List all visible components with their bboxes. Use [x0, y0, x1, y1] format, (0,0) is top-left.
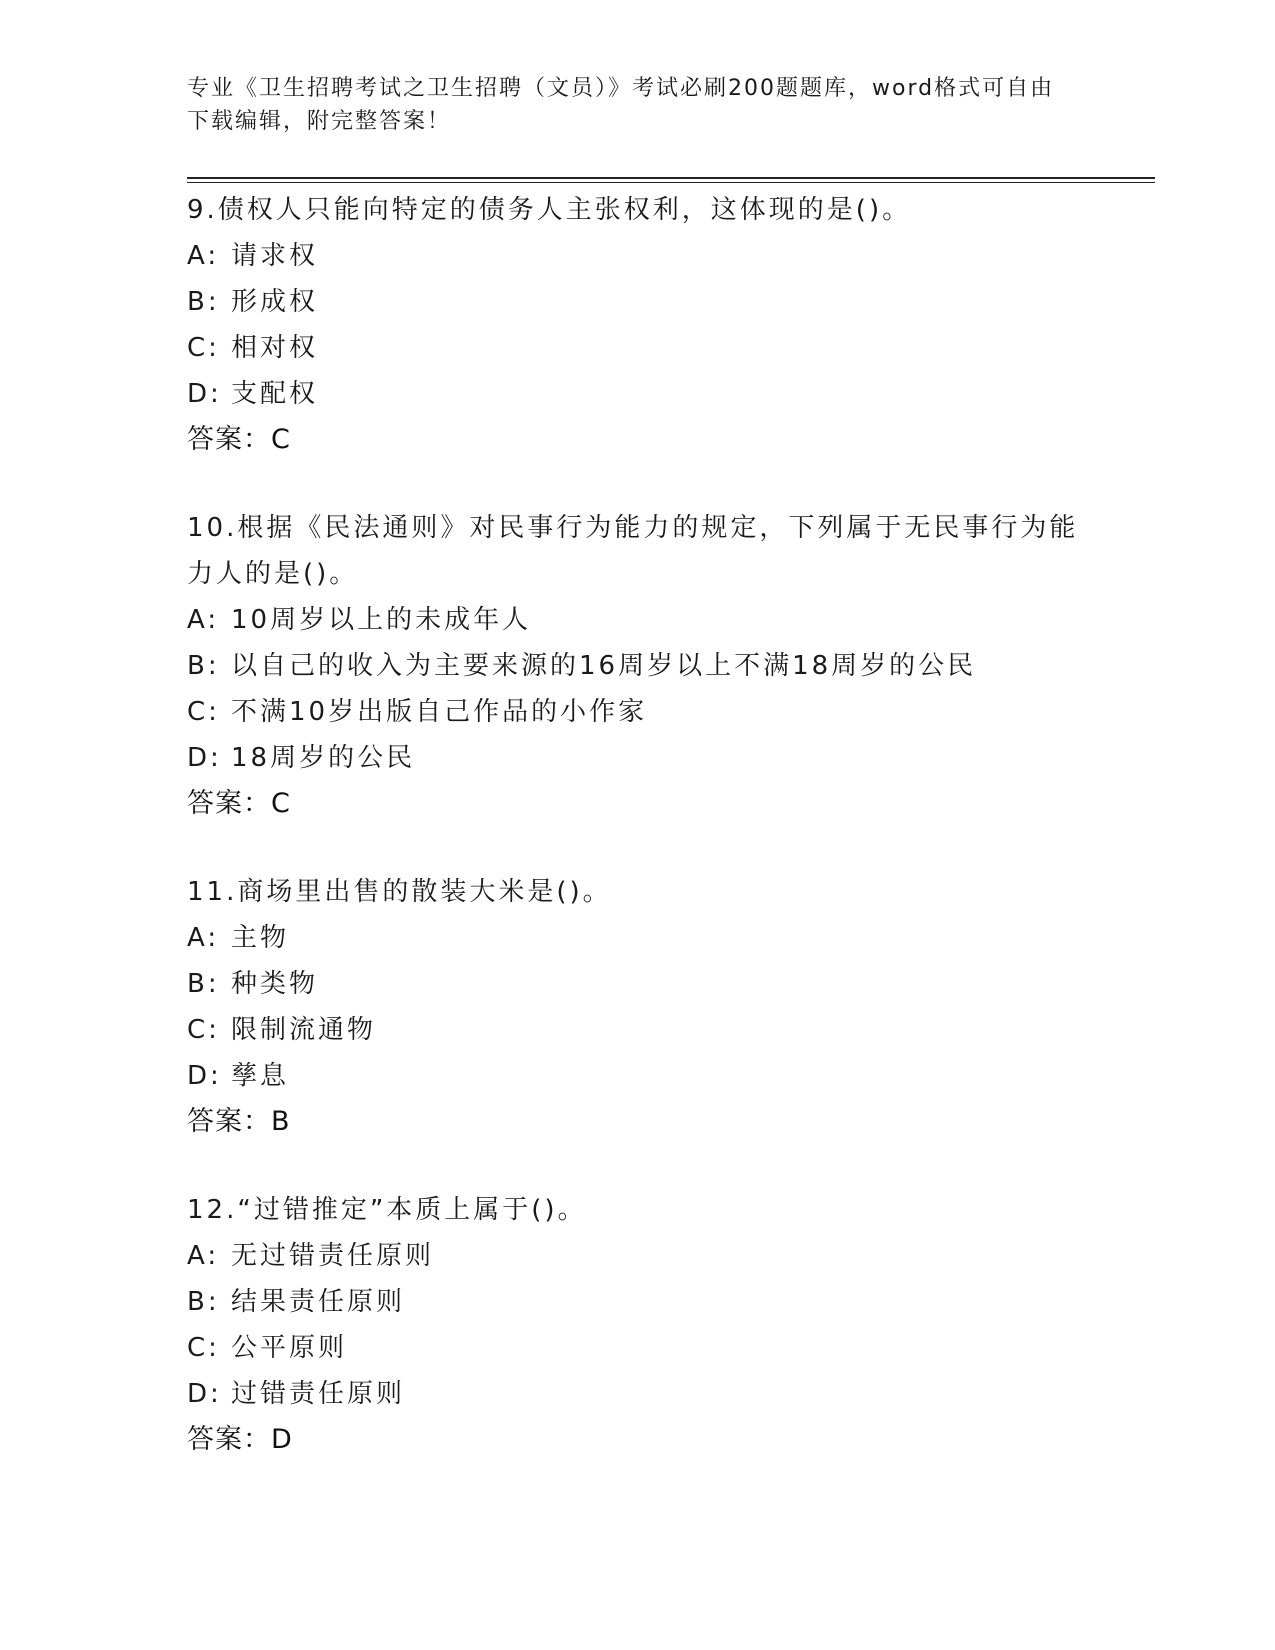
option-b	[187, 961, 1087, 1007]
option-a	[187, 915, 1087, 961]
option-text: 形成权	[231, 287, 319, 317]
option-letter: D:	[187, 1061, 222, 1091]
question-list	[187, 187, 1087, 1505]
answer-value: C	[271, 788, 291, 819]
option-letter: B:	[187, 969, 220, 999]
option-letter: D:	[187, 1379, 222, 1409]
option-d	[187, 735, 1087, 781]
header-divider	[187, 177, 1155, 183]
question-item	[187, 1187, 1087, 1463]
option-letter: C:	[187, 697, 220, 727]
option-text: 支配权	[231, 379, 319, 409]
question-item	[187, 869, 1087, 1145]
document-header: 专业《卫生招聘考试之卫生招聘（文员）》考试必刷200题题库，word格式可自由下载编辑，附完整答案！	[187, 76, 1055, 134]
option-text: 限制流通物	[231, 1015, 377, 1045]
answer-value: B	[271, 1106, 291, 1137]
option-d	[187, 1053, 1087, 1099]
option-letter: C:	[187, 1015, 220, 1045]
option-text: 请求权	[231, 241, 319, 271]
option-c	[187, 1007, 1087, 1053]
answer-label: 答案：	[187, 1106, 271, 1137]
option-b	[187, 643, 1087, 689]
option-letter: D:	[187, 379, 222, 409]
answer-value: D	[271, 1424, 293, 1455]
option-c	[187, 689, 1087, 735]
option-letter: C:	[187, 1333, 220, 1363]
option-b	[187, 279, 1087, 325]
option-d	[187, 371, 1087, 417]
answer-line	[187, 417, 1087, 463]
option-text: 主物	[231, 923, 290, 953]
option-a	[187, 597, 1087, 643]
option-text: 相对权	[231, 333, 319, 363]
answer-label: 答案：	[187, 1424, 271, 1455]
question-item	[187, 187, 1087, 463]
option-letter: C:	[187, 333, 220, 363]
option-text: 结果责任原则	[231, 1287, 406, 1317]
option-letter: B:	[187, 287, 220, 317]
option-letter: D:	[187, 743, 222, 773]
answer-label: 答案：	[187, 424, 271, 455]
question-item	[187, 505, 1087, 827]
answer-line	[187, 1417, 1087, 1463]
answer-line	[187, 781, 1087, 827]
option-text: 种类物	[231, 969, 319, 999]
option-c	[187, 1325, 1087, 1371]
option-text: 过错责任原则	[231, 1379, 406, 1409]
question-stem: 10.根据《民法通则》对民事行为能力的规定，下列属于无民事行为能力人的是()。	[187, 513, 1079, 589]
option-b	[187, 1279, 1087, 1325]
answer-label: 答案：	[187, 788, 271, 819]
option-text: 以自己的收入为主要来源的16周岁以上不满18周岁的公民	[231, 651, 977, 681]
question-stem: 11.商场里出售的散装大米是()。	[187, 877, 612, 907]
question-stem: 9.债权人只能向特定的债务人主张权利，这体现的是()。	[187, 195, 912, 225]
answer-value: C	[271, 424, 291, 455]
question-stem: 12.“过错推定”本质上属于()。	[187, 1195, 587, 1225]
option-letter: A:	[187, 241, 220, 271]
option-d	[187, 1371, 1087, 1417]
option-text: 10周岁以上的未成年人	[231, 605, 532, 635]
option-text: 不满10岁出版自己作品的小作家	[231, 697, 648, 727]
option-text: 无过错责任原则	[231, 1241, 435, 1271]
option-letter: B:	[187, 651, 220, 681]
option-letter: A:	[187, 1241, 220, 1271]
option-letter: A:	[187, 605, 220, 635]
option-a	[187, 1233, 1087, 1279]
option-text: 公平原则	[231, 1333, 348, 1363]
option-letter: B:	[187, 1287, 220, 1317]
option-a	[187, 233, 1087, 279]
option-letter: A:	[187, 923, 220, 953]
option-text: 18周岁的公民	[231, 743, 416, 773]
option-c	[187, 325, 1087, 371]
answer-line	[187, 1099, 1087, 1145]
option-text: 孳息	[231, 1061, 290, 1091]
